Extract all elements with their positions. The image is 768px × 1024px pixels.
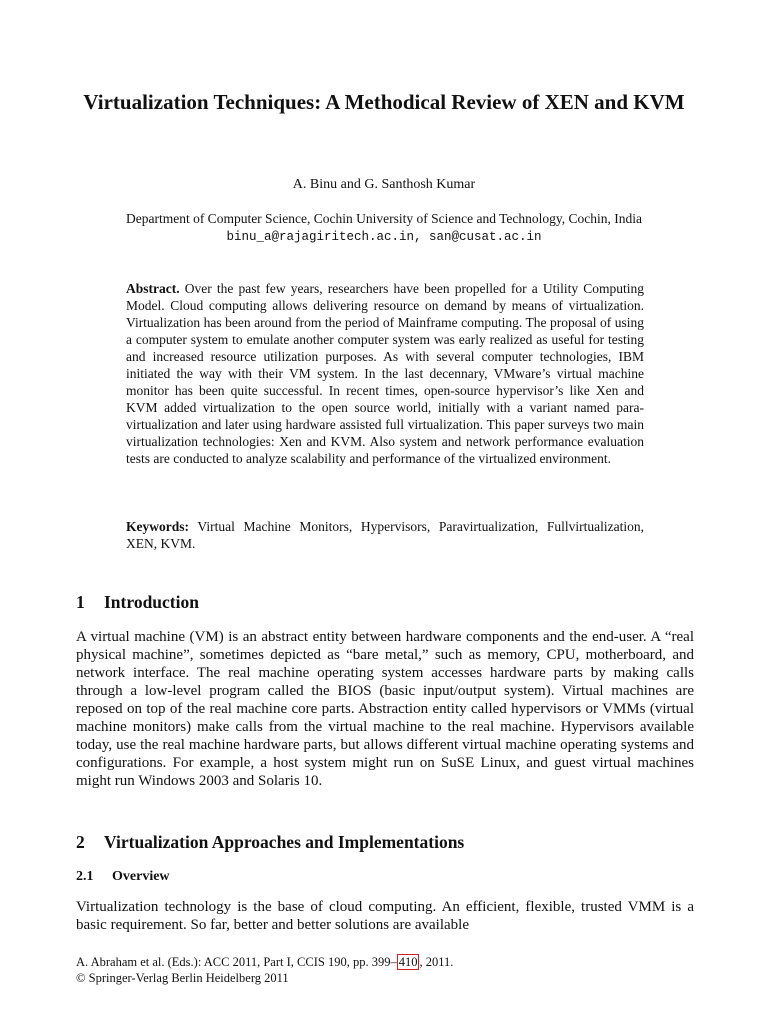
citation-prefix: A. Abraham et al. (Eds.): ACC 2011, Part I, CCIS 190, pp. 399– [76,955,397,969]
section-title: Virtualization Approaches and Implementations [104,832,465,852]
section-heading-approaches [76,831,464,853]
affiliation-block [40,210,728,246]
paper-title: Virtualization Techniques: A Methodical Review of XEN and KVM [83,90,685,114]
author-emails: binu_a@rajagiritech.ac.in, san@cusat.ac.in [226,230,542,244]
affiliation: Department of Computer Science, Cochin University of Science and Technology, Cochin, India [125,211,643,226]
keywords [126,518,644,552]
keywords-label: Keywords: [126,519,189,534]
section-number: 1 [76,592,85,612]
subsection-number: 2.1 [76,869,94,884]
page-end-link[interactable]: 410 [398,955,418,969]
abstract [126,280,644,467]
citation-line [76,954,694,970]
section-number: 2 [76,832,85,852]
citation-suffix: , 2011. [419,955,454,969]
abstract-label: Abstract. [126,281,180,296]
section-heading-introduction [76,591,199,613]
copyright-line: © Springer-Verlag Berlin Heidelberg 2011 [76,971,289,985]
abstract-text: Over the past few years, researchers have been propelled for a Utility Computing Model. Cloud computing allows delivering resource on demand by means of virtualization. Virtualization has been around from the period of Mainframe computing. The proposal of using a computer system to emulate another computer system was early realized as useful for testing and increased resource utilization purposes. As with several computer technologies, IBM initiated the way with their VM system. In the last decennary, VMware’s virtual machine monitor has been quite successful. In recent times, open-source hypervisor’s like Xen and KVM added virtualization to the open source world, initially with a variant named para-virtualization and later using hardware assisted full virtualization. This paper surveys two main virtualization technologies: Xen and KVM. Also system and network performance evaluation tests are conducted to analyze scalability and performance of the virtualized environment. [126,281,645,466]
section-title: Introduction [104,592,199,612]
author-list: A. Binu and G. Santhosh Kumar [292,177,476,192]
keywords-text: Virtual Machine Monitors, Hypervisors, Paravirtualization, Fullvirtualization, XEN, KVM. [126,519,644,551]
subsection-title: Overview [112,869,170,884]
subsection-heading-overview [76,868,170,886]
page-footer [76,954,694,986]
overview-paragraph: Virtualization technology is the base of cloud computing. An efficient, flexible, trusted VMM is a basic requirement. So far, better and better solutions are available [76,899,694,933]
introduction-paragraph: A virtual machine (VM) is an abstract entity between hardware components and the end-user. A “real physical machine”, sometimes depicted as “bare metal,” such as memory, CPU, motherboard, and network interface. The real machine operating system accesses hardware parts by making calls through a low-level program called the BIOS (basic input/output system). Virtual machines are reposed on top of the real machine core parts. Abstraction entity called hypervisors or VMMs (virtual machine monitors) make calls from the virtual machine to the real machine. Hypervisors available today, use the real machine hardware parts, but allows different virtual machine operating systems and configurations. For example, a host system might run on SuSE Linux, and guest virtual machines might run Windows 2003 and Solaris 10. [76,629,694,789]
